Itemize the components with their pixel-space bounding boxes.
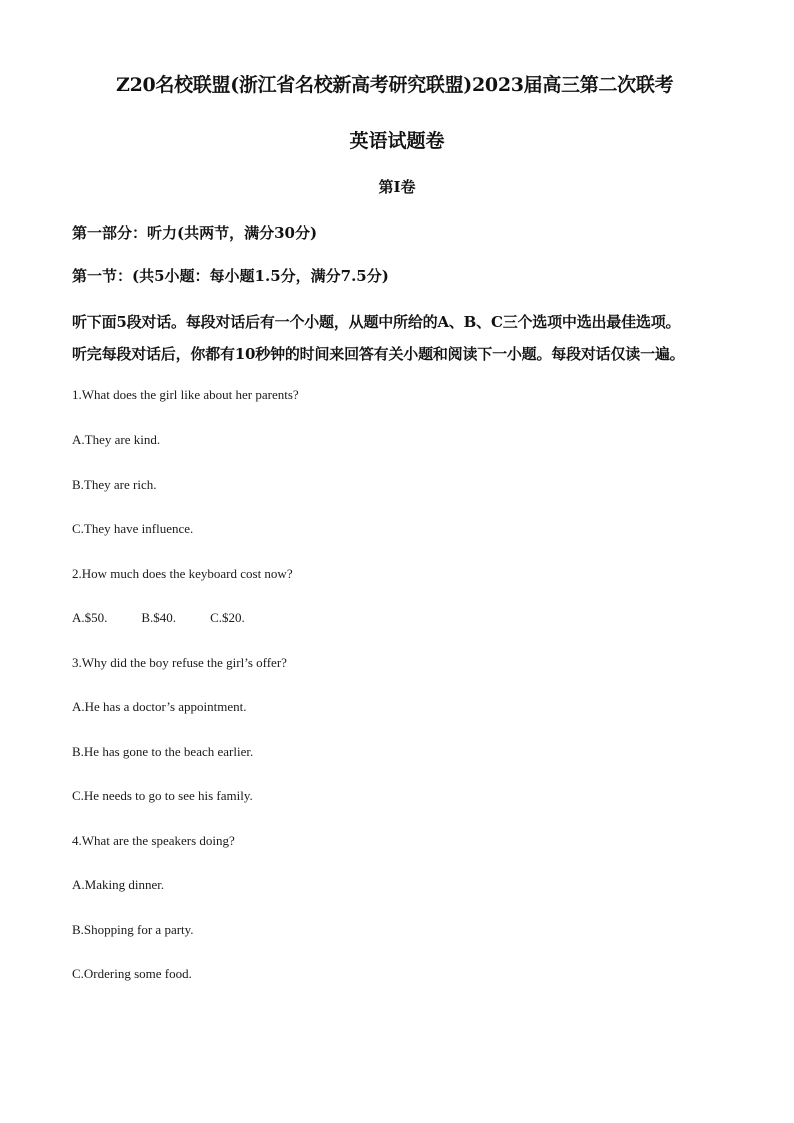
question-3-option-a: A.He has a doctor’s appointment.	[72, 699, 247, 714]
question-4-option-b: B.Shopping for a party.	[72, 922, 194, 937]
question-2-option-a: A.$50.	[72, 610, 108, 625]
question-2-option-b: B.$40.	[141, 610, 177, 625]
question-2: 2.How much does the keyboard cost now?	[72, 566, 293, 581]
question-4-option-c: C.Ordering some food.	[72, 966, 192, 981]
section-heading: 第一节：(共5小题：每小题1.5分，满分7.5分)	[72, 267, 389, 285]
instruction-line-2: 听完每段对话后，你都有10秒钟的时间来回答有关小题和阅读下一小题。每段对话仅读一遍。	[72, 345, 685, 363]
exam-subtitle: 英语试题卷	[349, 130, 445, 152]
question-2-option-c: C.$20.	[210, 610, 245, 625]
question-4-option-a: A.Making dinner.	[72, 877, 165, 892]
question-1: 1.What does the girl like about her parents?	[72, 387, 299, 402]
question-3-option-b: B.He has gone to the beach earlier.	[72, 744, 254, 759]
question-3-option-c: C.He needs to go to see his family.	[72, 788, 253, 803]
question-4: 4.What are the speakers doing?	[72, 833, 235, 848]
question-2-options	[72, 610, 279, 626]
part-heading: 第一部分：听力(共两节，满分30分)	[72, 224, 318, 242]
question-1-option-a: A.They are kind.	[72, 432, 161, 447]
question-1-option-b: B.They are rich.	[72, 477, 157, 492]
instruction-line-1: 听下面5段对话。每段对话后有一个小题，从题中所给的A、B、C三个选项中选出最佳选项。	[72, 313, 681, 331]
question-3: 3.Why did the boy refuse the girl’s offer?	[72, 655, 287, 670]
volume-label: 第I卷	[378, 178, 416, 196]
exam-title: Z20名校联盟(浙江省名校新高考研究联盟)2023届高三第二次联考	[116, 74, 674, 96]
question-1-option-c: C.They have influence.	[72, 521, 194, 536]
